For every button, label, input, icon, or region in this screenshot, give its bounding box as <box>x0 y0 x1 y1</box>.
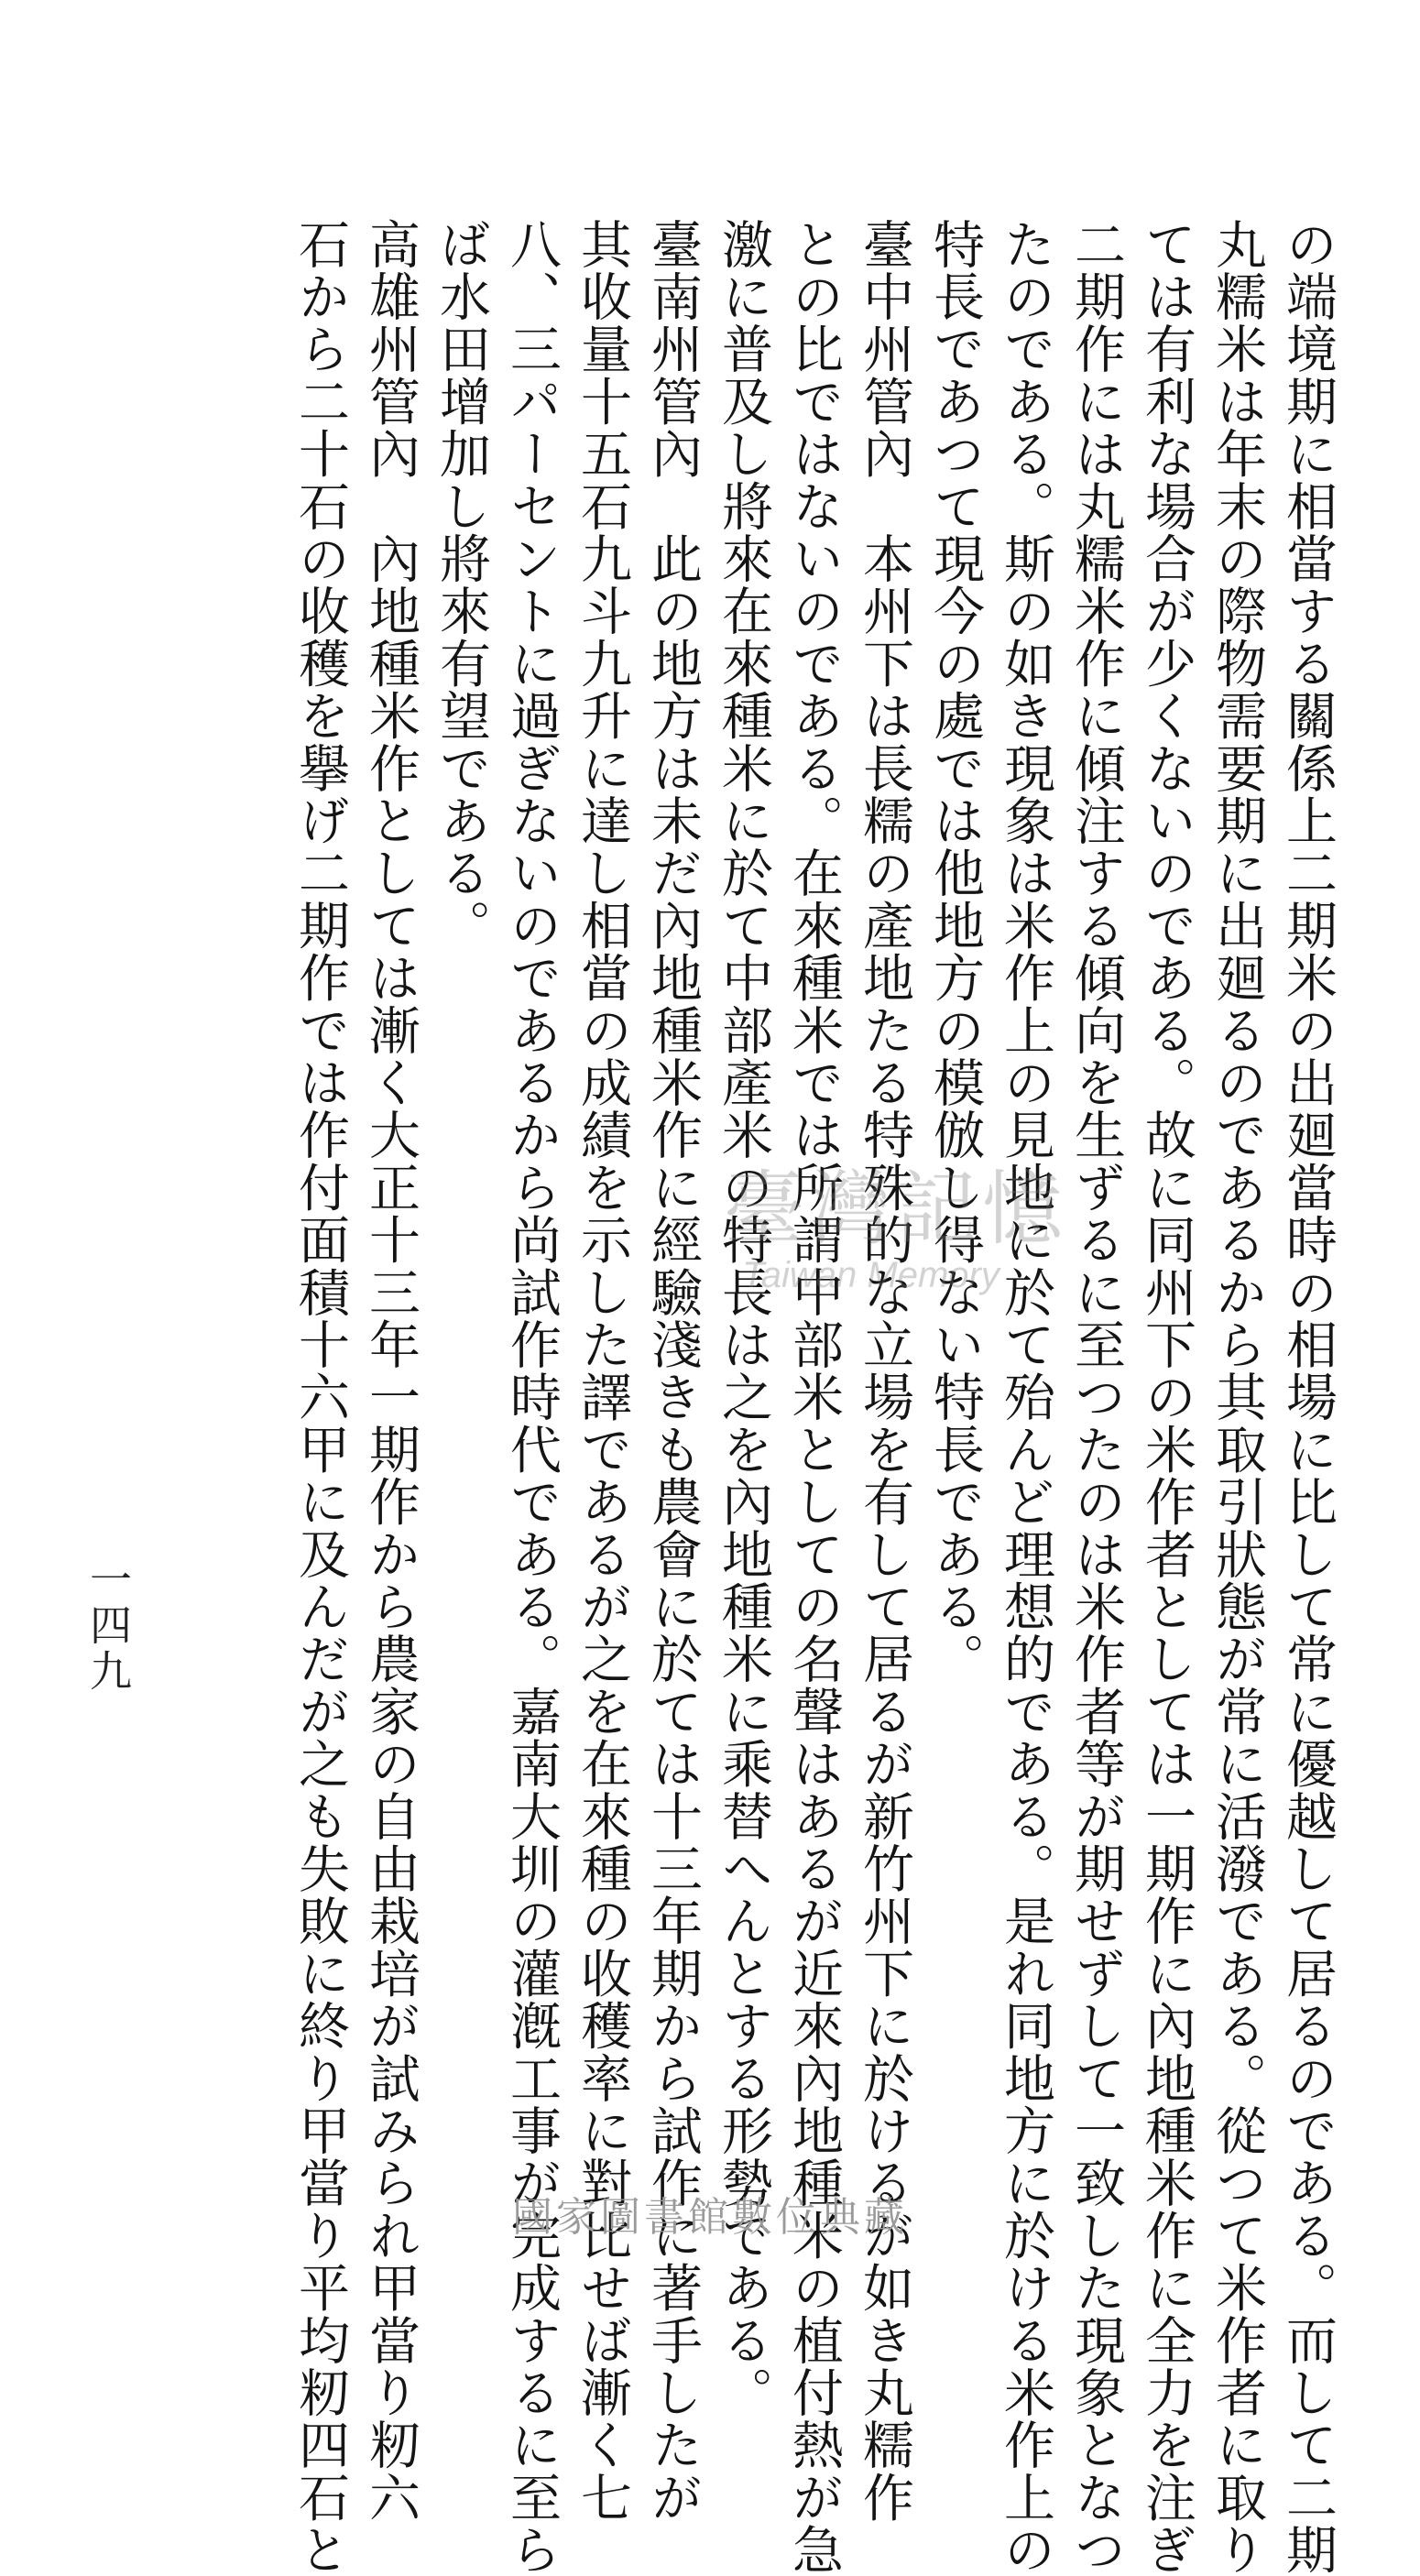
text-column-9: 激に普及し將來在來種米に於て中部產米の特長は之を內地種米に乘替へんとする形勢である。 <box>714 218 773 2419</box>
text-column-14: 高雄州管內 內地種米作としては漸く大正十三年一期作から農家の自由栽培が試みられ甲當り籾六 <box>361 218 421 2524</box>
watermark-title: 臺灣記憶 <box>724 1162 1069 1256</box>
watermark-subtitle: Taiwan Memory <box>742 1255 999 1295</box>
text-column-4: 二期作には丸糯米作に傾注する傾向を生ずるに至つたのは米作者等が期せずして一致した現象となつ <box>1066 218 1126 2576</box>
text-column-10: 臺南州管內 此の地方は未だ內地種米作に經驗淺きも農會に於ては十三年期から試作に著手したが <box>643 218 703 2524</box>
text-column-13: ば水田增加し將來有望である。 <box>431 218 491 952</box>
text-column-3: ては有利な場合が少くないのである。故に同州下の米作者としては一期作に內地種米作に全力を注ぎ <box>1137 218 1196 2576</box>
text-column-8: との比ではないのである。在來種米では所謂中部米としての名聲はあるが近來內地種米の植付熱が急 <box>784 218 844 2576</box>
text-column-1: の端境期に相當する關係上二期米の出廻當時の相場に比して常に優越して居るのである。而して二期 <box>1278 218 1338 2576</box>
text-column-12: 八、三パーセントに過ぎないのであるから尚試作時代である。嘉南大圳の灌漑工事が完成するに至ら <box>502 218 562 2576</box>
text-column-2: 丸糯米は年末の際物需要期に出廻るのであるから其取引狀態が常に活潑である。從つて米作者に取り <box>1207 218 1267 2576</box>
text-column-15: 石から二十石の收穫を擧げ二期作では作付面積十六甲に及んだが之も失敗に終り甲當り平均籾四石と <box>290 218 350 2576</box>
text-column-11: 其收量十五石九斗九升に達し相當の成績を示した譯であるが之を在來種の收穫率に對比せば漸く七 <box>573 218 632 2524</box>
digital-archive-footer: 國家圖書館數位典藏 <box>512 2194 908 2241</box>
text-column-5: たのである。斯の如き現象は米作上の見地に於て殆んど理想的である。是れ同地方に於ける米作上の <box>996 218 1055 2576</box>
text-column-6: 特長であつて現今の處では他地方の模倣し得ない特長である。 <box>925 218 985 1686</box>
text-column-7: 臺中州管內 本州下は長糯の產地たる特殊的な立場を有して居るが新竹州下に於けるが如き丸糯作 <box>855 218 914 2524</box>
page-number: 一四九 <box>83 1557 133 1695</box>
